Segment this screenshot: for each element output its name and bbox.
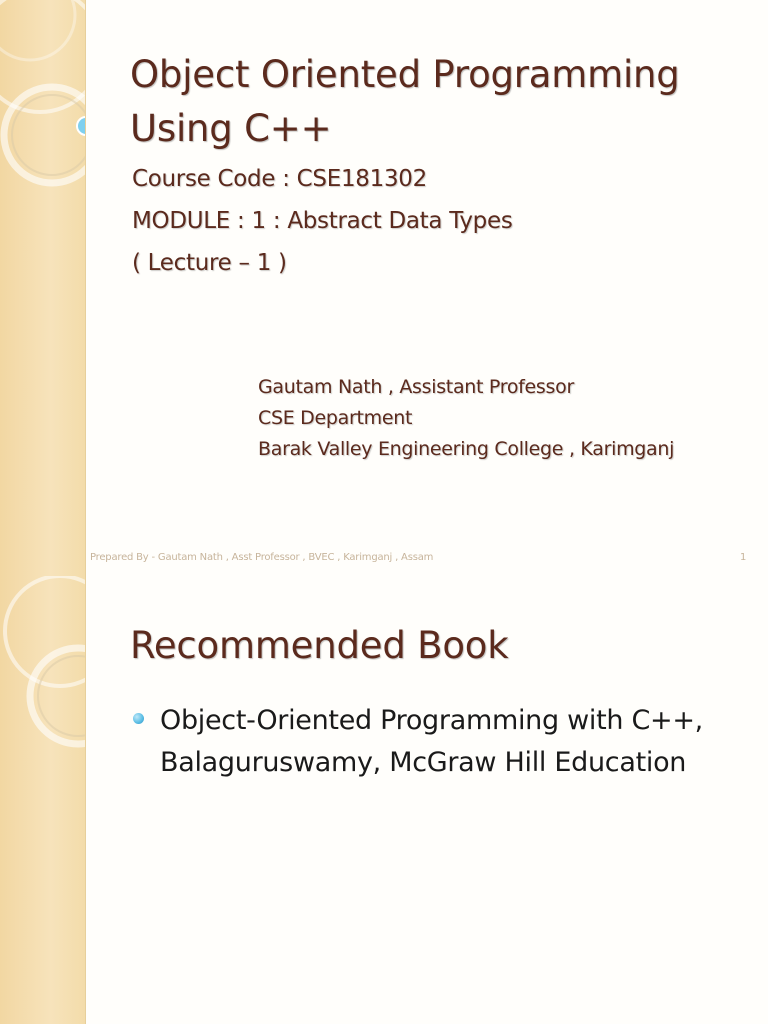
- bullet-icon: [133, 713, 144, 724]
- blue-orb-icon: [72, 108, 86, 138]
- author-department: CSE Department: [258, 407, 413, 429]
- course-info: [132, 158, 513, 284]
- author-name: Gautam Nath , Assistant Professor: [258, 376, 574, 398]
- book-title-line: Object-Oriented Programming with C++,: [160, 705, 703, 736]
- list-item: [133, 700, 753, 784]
- author-college: Barak Valley Engineering College , Karimganj: [258, 438, 675, 460]
- module-label: MODULE : 1 : Abstract Data Types: [132, 208, 513, 234]
- decorative-sidebar: [0, 576, 86, 1024]
- slide-2: [0, 576, 768, 1024]
- decorative-rings-icon: [0, 0, 86, 576]
- decorative-sidebar: [0, 0, 86, 576]
- author-info: [258, 372, 674, 465]
- decorative-rings-icon: [0, 576, 86, 1024]
- title-line-1: Object Oriented Programming: [130, 53, 680, 96]
- bullet-text: [160, 700, 703, 784]
- slide-heading: Recommended Book: [130, 624, 509, 667]
- book-author-line: Balaguruswamy, McGraw Hill Education: [160, 747, 687, 778]
- lecture-label: ( Lecture – 1 ): [132, 250, 287, 276]
- bullet-list: [133, 700, 753, 784]
- page-number: 1: [740, 552, 747, 563]
- title-line-2: Using C++: [130, 107, 332, 150]
- slide-footer: Prepared By - Gautam Nath , Asst Professor , BVEC , Karimganj , Assam: [90, 552, 434, 563]
- course-code: Course Code : CSE181302: [132, 166, 427, 192]
- slide-title: [130, 48, 750, 156]
